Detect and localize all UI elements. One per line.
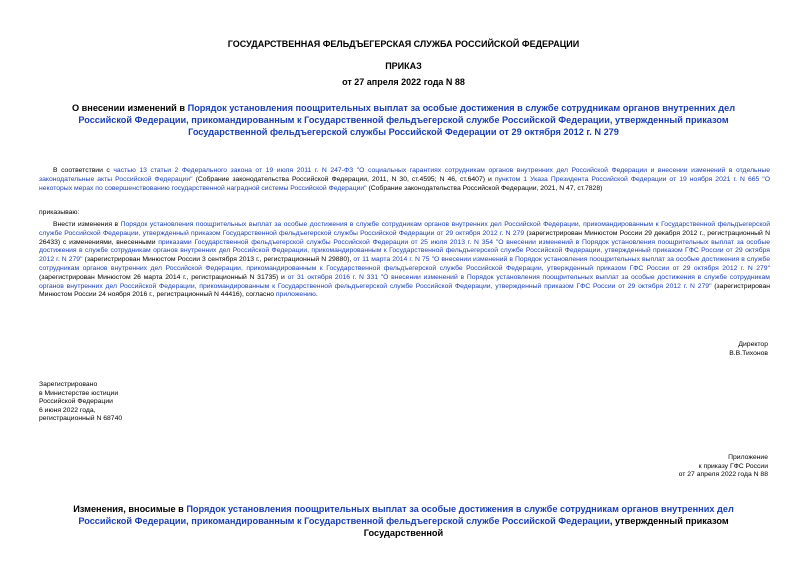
body-text-3: (зарегистрирован Минюстом России 3 сентября 2013 г., регистрационный N 29880), [82,256,354,264]
preamble-text-3: (Собрание законодательства Российской Федерации, 2021, N 47, ст.7828) [366,184,603,192]
body-text-5: (зарегистрирован Минюстом России 24 ноября 2016 г., регистрационный N 44416), согласно [39,282,771,299]
body-text-6: . [315,291,318,299]
preamble-text-2: (Собрание законодательства Российской Федерации, 2011, N 30, ст.4595; N 46, ст.6407) и [192,175,495,183]
order-body-paragraph [39,221,770,300]
registration-line-3: Российской Федерации [39,398,113,406]
document-date-number: от 27 апреля 2022 года N 88 [342,77,465,87]
document-title [60,102,747,138]
title-prefix: О внесении изменений в [71,103,188,113]
signatory-position: Директор [738,341,768,348]
agency-name: ГОСУДАРСТВЕННАЯ ФЕЛЬДЪЕГЕРСКАЯ СЛУЖБА РОССИЙСКОЙ ФЕДЕРАЦИИ [227,39,580,49]
appendix-line-1: Приложение [728,454,768,461]
changes-title-prefix: Изменения, вносимые в [73,504,187,514]
changes-title-suffix: , утвержденный приказом Государственной [363,516,729,538]
changes-procedure-link[interactable]: Порядок установления поощрительных выплат за особые достижения в службе сотрудникам органов внутренних дел Российской Федерации, прикомандированным к Государственной фельдъегерской службе Российской Федерации [78,504,734,526]
preamble-text-1: В соответствии с [53,167,114,174]
appendix-link[interactable]: приложению [275,291,316,299]
registration-line-1: Зарегистрировано [39,381,98,388]
appendix-block [679,454,768,480]
preamble-paragraph [39,167,770,193]
appendix-line-3: от 27 апреля 2022 года N 88 [678,471,768,479]
procedure-link[interactable]: Порядок установления поощрительных выплат за особые достижения в службе сотрудникам органов внутренних дел Российской Федерации, прикомандированным к Государственной фельдъегерской службе Российской Федерации, утвержденный приказом Государственной фельдъегерской службы Российской Федерации от 29 октября 2012 г. N 279 [39,221,770,237]
registration-line-4: 6 июня 2022 года, [39,406,96,414]
signatory-name: В.В.Тихонов [729,349,768,357]
title-procedure-link[interactable]: Порядок установления поощрительных выплат за особые достижения в службе сотрудникам органов внутренних дел Российской Федерации, прикомандированным к Государственной фельдъегерской службе Российской Федерации, утвержденный приказом Государственной фельдъегерской службы Российской Федерации от 29 октября 2012 г. N 279 [78,103,736,137]
order-354-link[interactable]: приказами Государственной фельдъегерской службы Российской Федерации от 25 июля 2013 г. N 354 "О внесении изменений в Порядок установления поощрительных выплат за особые достижения в службе сотрудникам органов внутренних дел Российской Федерации, прикомандированным к Государственной фельдъегерской службе Российской Федерации, утвержденный приказом ГФС России от 29 октября 2012 г. N 279" [39,238,770,264]
order-331-link[interactable]: от 31 октября 2016 г. N 331 "О внесении изменений в Порядок установления поощрительных выплат за особые достижения в службе сотрудникам органов внутренних дел Российской Федерации, прикомандированным к Государственной фельдъегерской службе Российской Федерации, утвержденный приказом ГФС России от 29 октября 2012 г. N 279" [39,273,770,290]
body-text-1: Внести изменения в [53,221,121,228]
registration-line-5: регистрационный N 68740 [39,415,123,423]
appendix-line-2: к приказу ГФС России [698,462,768,470]
presidential-decree-link[interactable]: пунктом 1 Указа Президента Российской Федерации от 19 ноября 2021 г. N 665 "О некоторых мерах по совершенствованию государственной наградной системы Российской Федерации" [39,175,771,192]
order-word: приказываю: [39,209,80,216]
body-text-4: (зарегистрирован Минюстом 26 марта 2014 г., регистрационный N 31735) и [39,273,288,281]
federal-law-link[interactable]: частью 13 статьи 2 Федерального закона от 19 июля 2011 г. N 247-ФЗ "О социальных гарантиях сотрудникам органов внутренних дел Российской Федерации и внесении изменений в отдельные законодательные акты Российской Федерации" [39,167,770,183]
order-75-link[interactable]: от 11 марта 2014 г. N 75 "О внесении изменений в Порядок установления поощрительных выплат за особые достижения в службе сотрудникам органов внутренних дел Российской Федерации, прикомандированным к Государственной фельдъегерской службе Российской Федерации, утвержденный приказом ГФС России от 29 октября 2012 г. N 279" [39,256,770,272]
changes-title [60,503,747,539]
signature-block [729,341,768,358]
registration-block [39,381,122,424]
document-type: ПРИКАЗ [385,61,422,71]
body-text-2: (зарегистрирован Минюстом России 29 декабря 2012 г., регистрационный N 26433) с изменениями, внесенными [39,229,770,246]
registration-line-2: в Министерстве юстиции [39,389,119,397]
